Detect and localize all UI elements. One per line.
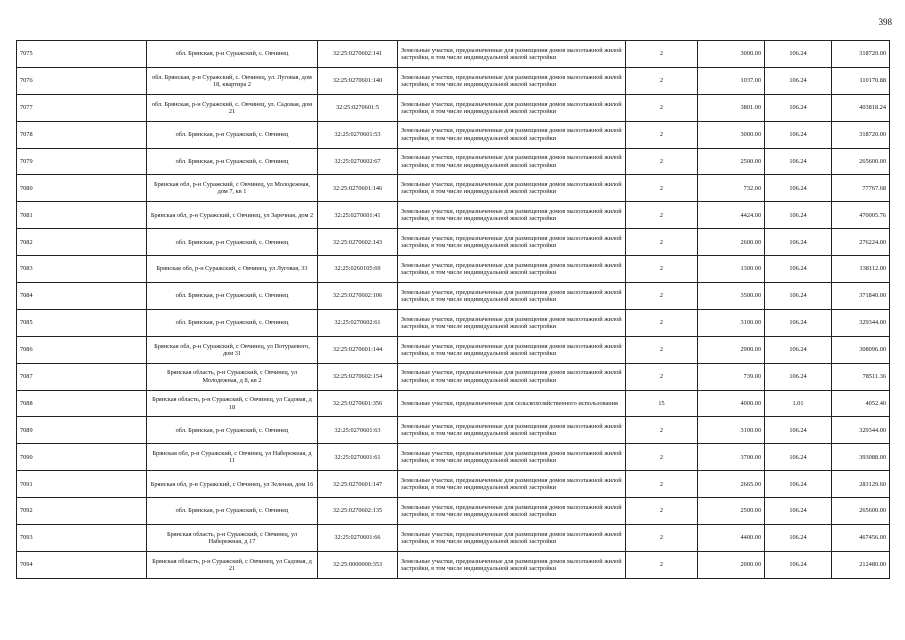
specific-value-cell: 106.24	[765, 417, 832, 444]
cadastral-number-cell: 32:25:0270602:61	[318, 309, 398, 336]
cadastral-number-cell: 32:25:0260105:69	[318, 256, 398, 283]
specific-value-cell: 106.24	[765, 41, 832, 68]
land-use-cell: Земельные участки, предназначенные для размещения домов малоэтажной жилой застройки, в том числе индивидуальной жилой застройки	[398, 336, 626, 363]
land-use-cell: Земельные участки, предназначенные для сельскохозяйственного использования	[398, 390, 626, 417]
category-cell: 2	[626, 444, 698, 471]
cadastral-value-cell: 403818.24	[832, 94, 890, 121]
cadastral-number-cell: 32:25:0270601:147	[318, 471, 398, 498]
area-cell: 4424.00	[698, 202, 765, 229]
category-cell: 2	[626, 309, 698, 336]
address-cell: Брянская обл, р-н Суражский, с Овчинец, ул Молодежная, дом 7, кв 1	[147, 175, 318, 202]
address-cell: Брянская обл, р-н Суражский, с Овчинец, ул Заречная, дом 2	[147, 202, 318, 229]
specific-value-cell: 106.24	[765, 309, 832, 336]
cadastral-value-cell: 371840.00	[832, 283, 890, 310]
table-row	[17, 283, 890, 310]
page-number: 398	[878, 17, 892, 27]
address-cell: обл. Брянская, р-н Суражский, с. Овчинец	[147, 283, 318, 310]
address-cell: Брянская область, р-н Суражский, с Овчинец, ул Набережная, д 17	[147, 525, 318, 552]
cadastral-value-cell: 212480.00	[832, 551, 890, 578]
area-cell: 3100.00	[698, 417, 765, 444]
category-cell: 2	[626, 283, 698, 310]
area-cell: 3700.00	[698, 444, 765, 471]
cadastral-number-cell: 32:25:0270601:63	[318, 417, 398, 444]
table-row	[17, 94, 890, 121]
area-cell: 3000.00	[698, 41, 765, 68]
cadastral-number-cell: 32:25:0270601:53	[318, 121, 398, 148]
cadastral-value-cell: 467456.00	[832, 525, 890, 552]
address-cell: обл. Брянская, р-н Суражский, с. Овчинец, ул. Луговая, дом 18, квартира 2	[147, 67, 318, 94]
cadastral-number-cell: 32:25:0270601:41	[318, 202, 398, 229]
land-use-cell: Земельные участки, предназначенные для размещения домов малоэтажной жилой застройки, в том числе индивидуальной жилой застройки	[398, 229, 626, 256]
area-cell: 3100.00	[698, 309, 765, 336]
area-cell: 2500.00	[698, 148, 765, 175]
cadastral-number-cell: 32:25:0270602:67	[318, 148, 398, 175]
table-row	[17, 202, 890, 229]
category-cell: 2	[626, 551, 698, 578]
table-row	[17, 229, 890, 256]
cadastral-number-cell: 32:25:0270602:143	[318, 229, 398, 256]
address-cell: обл. Брянская, р-н Суражский, с. Овчинец	[147, 229, 318, 256]
cadastral-number-cell: 32:25:0000000:353	[318, 551, 398, 578]
land-use-cell: Земельные участки, предназначенные для размещения домов малоэтажной жилой застройки, в том числе индивидуальной жилой застройки	[398, 471, 626, 498]
cadastral-number-cell: 32:25:0270601:356	[318, 390, 398, 417]
category-cell: 2	[626, 525, 698, 552]
category-cell: 2	[626, 67, 698, 94]
table-row	[17, 336, 890, 363]
cadastral-value-cell: 138112.00	[832, 256, 890, 283]
land-use-cell: Земельные участки, предназначенные для размещения домов малоэтажной жилой застройки, в том числе индивидуальной жилой застройки	[398, 148, 626, 175]
cadastral-number-cell: 32:25:0270601:144	[318, 336, 398, 363]
category-cell: 2	[626, 363, 698, 390]
specific-value-cell: 106.24	[765, 471, 832, 498]
address-cell: Брянская обл, р-н Суражский, с Овчинец, ул Набережная, д 11	[147, 444, 318, 471]
cadastral-value-cell: 318720.00	[832, 121, 890, 148]
category-cell: 15	[626, 390, 698, 417]
specific-value-cell: 106.24	[765, 551, 832, 578]
address-cell: обл. Брянская, р-н Суражский, с. Овчинец, ул. Садовая, дом 21	[147, 94, 318, 121]
row-number: 7077	[17, 94, 147, 121]
specific-value-cell: 106.24	[765, 336, 832, 363]
land-use-cell: Земельные участки, предназначенные для размещения домов малоэтажной жилой застройки, в том числе индивидуальной жилой застройки	[398, 363, 626, 390]
table-row	[17, 148, 890, 175]
category-cell: 2	[626, 336, 698, 363]
specific-value-cell: 106.24	[765, 148, 832, 175]
cadastral-value-cell: 470005.76	[832, 202, 890, 229]
cadastral-number-cell: 32:25:0270602:106	[318, 283, 398, 310]
specific-value-cell: 1.01	[765, 390, 832, 417]
cadastral-number-cell: 32:25:0270601:66	[318, 525, 398, 552]
cadastral-number-cell: 32:25:0270601:146	[318, 175, 398, 202]
address-cell: Брянская обл, р-н Суражский, с Овчинец, ул Потураевого, дом 31	[147, 336, 318, 363]
address-cell: обл. Брянская, р-н Суражский, с. Овчинец	[147, 498, 318, 525]
cadastral-number-cell: 32:25:0270602:141	[318, 41, 398, 68]
row-number: 7082	[17, 229, 147, 256]
cadastral-value-cell: 329344.00	[832, 309, 890, 336]
specific-value-cell: 106.24	[765, 363, 832, 390]
cadastral-value-cell: 329344.00	[832, 417, 890, 444]
land-use-cell: Земельные участки, предназначенные для размещения домов малоэтажной жилой застройки, в том числе индивидуальной жилой застройки	[398, 175, 626, 202]
category-cell: 2	[626, 229, 698, 256]
specific-value-cell: 106.24	[765, 94, 832, 121]
cadastral-value-cell: 393088.00	[832, 444, 890, 471]
table-row	[17, 67, 890, 94]
address-cell: Брянская область, р-н Суражский, с Овчинец, ул Садовая, д 21	[147, 551, 318, 578]
area-cell: 2900.00	[698, 336, 765, 363]
category-cell: 2	[626, 471, 698, 498]
row-number: 7078	[17, 121, 147, 148]
cadastral-number-cell: 32:25:0270601:5	[318, 94, 398, 121]
row-number: 7089	[17, 417, 147, 444]
specific-value-cell: 106.24	[765, 525, 832, 552]
area-cell: 4000.00	[698, 390, 765, 417]
specific-value-cell: 106.24	[765, 229, 832, 256]
row-number: 7087	[17, 363, 147, 390]
cadastral-value-cell: 265600.00	[832, 148, 890, 175]
area-cell: 2600.00	[698, 229, 765, 256]
row-number: 7079	[17, 148, 147, 175]
area-cell: 2000.00	[698, 551, 765, 578]
table-row	[17, 525, 890, 552]
land-use-cell: Земельные участки, предназначенные для размещения домов малоэтажной жилой застройки, в том числе индивидуальной жилой застройки	[398, 283, 626, 310]
land-use-cell: Земельные участки, предназначенные для размещения домов малоэтажной жилой застройки, в том числе индивидуальной жилой застройки	[398, 309, 626, 336]
cadastral-value-cell: 283129.60	[832, 471, 890, 498]
row-number: 7081	[17, 202, 147, 229]
category-cell: 2	[626, 94, 698, 121]
table-row	[17, 551, 890, 578]
cadastral-value-cell: 308096.00	[832, 336, 890, 363]
specific-value-cell: 106.24	[765, 175, 832, 202]
table-row	[17, 417, 890, 444]
land-use-cell: Земельные участки, предназначенные для размещения домов малоэтажной жилой застройки, в том числе индивидуальной жилой застройки	[398, 417, 626, 444]
cadastral-number-cell: 32:25:0270602:135	[318, 498, 398, 525]
category-cell: 2	[626, 417, 698, 444]
cadastral-value-cell: 276224.00	[832, 229, 890, 256]
address-cell: обл. Брянская, р-н Суражский, с. Овчинец	[147, 417, 318, 444]
category-cell: 2	[626, 121, 698, 148]
area-cell: 2500.00	[698, 498, 765, 525]
table-row	[17, 175, 890, 202]
table-row	[17, 444, 890, 471]
table-row	[17, 309, 890, 336]
cadastral-value-cell: 77767.68	[832, 175, 890, 202]
cadastral-number-cell: 32:25:0270601:140	[318, 67, 398, 94]
land-use-cell: Земельные участки, предназначенные для размещения домов малоэтажной жилой застройки, в том числе индивидуальной жилой застройки	[398, 202, 626, 229]
area-cell: 1037.00	[698, 67, 765, 94]
cadastral-value-cell: 110170.88	[832, 67, 890, 94]
row-number: 7094	[17, 551, 147, 578]
row-number: 7076	[17, 67, 147, 94]
table-row	[17, 498, 890, 525]
area-cell: 1300.00	[698, 256, 765, 283]
cadastral-number-cell: 32:25:0270601:61	[318, 444, 398, 471]
category-cell: 2	[626, 498, 698, 525]
address-cell: Брянская область, р-н Суражский, с Овчинец, ул Садовая, д 18	[147, 390, 318, 417]
address-cell: обл. Брянская, р-н Суражский, с. Овчинец	[147, 41, 318, 68]
row-number: 7085	[17, 309, 147, 336]
row-number: 7083	[17, 256, 147, 283]
cadastral-number-cell: 32:25:0270602:154	[318, 363, 398, 390]
address-cell: Брянская обл, р-н Суражский, с Овчинец, ул Луговая, 33	[147, 256, 318, 283]
land-use-cell: Земельные участки, предназначенные для размещения домов малоэтажной жилой застройки, в том числе индивидуальной жилой застройки	[398, 121, 626, 148]
row-number: 7091	[17, 471, 147, 498]
cadastral-value-cell: 318720.00	[832, 41, 890, 68]
area-cell: 732.00	[698, 175, 765, 202]
cadastral-value-cell: 78511.36	[832, 363, 890, 390]
row-number: 7084	[17, 283, 147, 310]
row-number: 7090	[17, 444, 147, 471]
table-row	[17, 471, 890, 498]
address-cell: обл. Брянская, р-н Суражский, с. Овчинец	[147, 148, 318, 175]
row-number: 7088	[17, 390, 147, 417]
specific-value-cell: 106.24	[765, 283, 832, 310]
specific-value-cell: 106.24	[765, 121, 832, 148]
specific-value-cell: 106.24	[765, 67, 832, 94]
row-number: 7075	[17, 41, 147, 68]
category-cell: 2	[626, 41, 698, 68]
land-plot-table	[16, 40, 890, 579]
area-cell: 3801.00	[698, 94, 765, 121]
area-cell: 4400.00	[698, 525, 765, 552]
cadastral-value-cell: 265600.00	[832, 498, 890, 525]
address-cell: обл. Брянская, р-н Суражский, с. Овчинец	[147, 121, 318, 148]
land-use-cell: Земельные участки, предназначенные для размещения домов малоэтажной жилой застройки, в том числе индивидуальной жилой застройки	[398, 525, 626, 552]
row-number: 7093	[17, 525, 147, 552]
land-use-cell: Земельные участки, предназначенные для размещения домов малоэтажной жилой застройки, в том числе индивидуальной жилой застройки	[398, 444, 626, 471]
address-cell: Брянская обл, р-н Суражский, с Овчинец, ул Зеленая, дом 16	[147, 471, 318, 498]
address-cell: Брянская область, р-н Суражский, с Овчинец, ул Молодежная, д 8, кв 2	[147, 363, 318, 390]
category-cell: 2	[626, 175, 698, 202]
table-row	[17, 256, 890, 283]
area-cell: 3000.00	[698, 121, 765, 148]
land-use-cell: Земельные участки, предназначенные для размещения домов малоэтажной жилой застройки, в том числе индивидуальной жилой застройки	[398, 551, 626, 578]
category-cell: 2	[626, 202, 698, 229]
table-row	[17, 41, 890, 68]
land-use-cell: Земельные участки, предназначенные для размещения домов малоэтажной жилой застройки, в том числе индивидуальной жилой застройки	[398, 94, 626, 121]
area-cell: 3500.00	[698, 283, 765, 310]
row-number: 7092	[17, 498, 147, 525]
specific-value-cell: 106.24	[765, 444, 832, 471]
specific-value-cell: 106.24	[765, 256, 832, 283]
table-row	[17, 121, 890, 148]
row-number: 7086	[17, 336, 147, 363]
cadastral-value-cell: 4052.40	[832, 390, 890, 417]
land-use-cell: Земельные участки, предназначенные для размещения домов малоэтажной жилой застройки, в том числе индивидуальной жилой застройки	[398, 498, 626, 525]
table-row	[17, 363, 890, 390]
address-cell: обл. Брянская, р-н Суражский, с. Овчинец	[147, 309, 318, 336]
specific-value-cell: 106.24	[765, 202, 832, 229]
area-cell: 2665.00	[698, 471, 765, 498]
land-use-cell: Земельные участки, предназначенные для размещения домов малоэтажной жилой застройки, в том числе индивидуальной жилой застройки	[398, 67, 626, 94]
land-use-cell: Земельные участки, предназначенные для размещения домов малоэтажной жилой застройки, в том числе индивидуальной жилой застройки	[398, 256, 626, 283]
land-use-cell: Земельные участки, предназначенные для размещения домов малоэтажной жилой застройки, в том числе индивидуальной жилой застройки	[398, 41, 626, 68]
area-cell: 739.00	[698, 363, 765, 390]
category-cell: 2	[626, 256, 698, 283]
row-number: 7080	[17, 175, 147, 202]
category-cell: 2	[626, 148, 698, 175]
specific-value-cell: 106.24	[765, 498, 832, 525]
table-row	[17, 390, 890, 417]
